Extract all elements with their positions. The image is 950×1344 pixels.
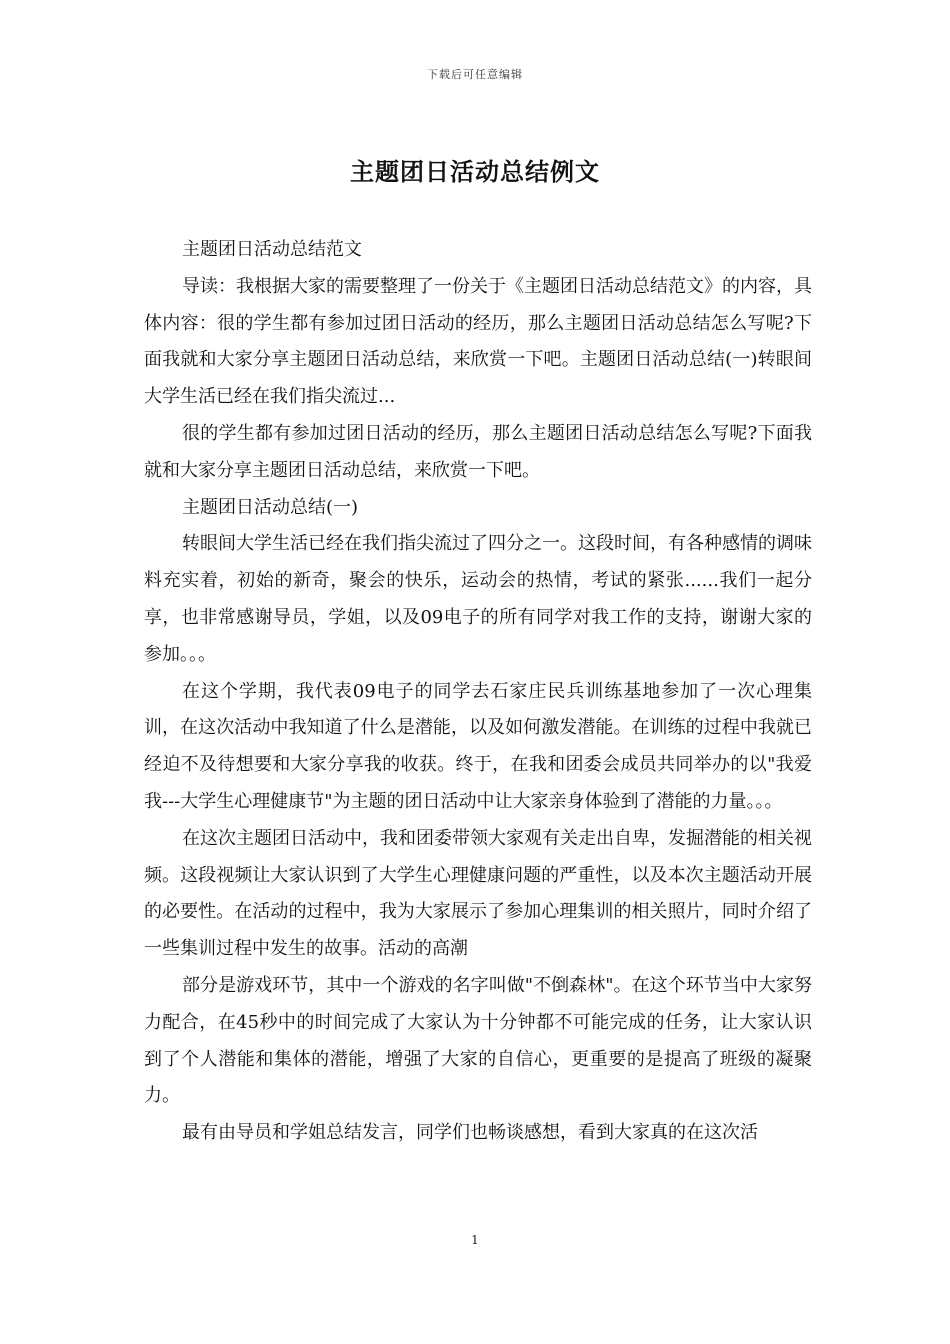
paragraph: 导读：我根据大家的需要整理了一份关于《主题团日活动总结范文》的内容，具体内容：很的学生都有参加过团日活动的经历，那么主题团日活动总结怎么写呢?下面我就和大家分享主题团日活动总结，来欣赏一下吧。主题团日活动总结(一)转眼间大学生活已经在我们指尖流过... (144, 275, 812, 408)
paragraph: 最有由导员和学姐总结发言，同学们也畅谈感想，看到大家真的在这次活 (182, 1122, 758, 1144)
page-number: 1 (471, 1233, 479, 1247)
paragraph: 很的学生都有参加过团日活动的经历，那么主题团日活动总结怎么写呢?下面我就和大家分享主题团日活动总结，来欣赏一下吧。 (144, 422, 812, 481)
paragraph: 在这个学期，我代表09电子的同学去石家庄民兵训练基地参加了一次心理集训，在这次活动中我知道了什么是潜能，以及如何激发潜能。在训练的过程中我就已经迫不及待想要和大家分享我的收获。终于，在我和团委会成员共同举办的以"我爱我---大学生心理健康节"为主题的团日活动中让大家亲身体验到了潜能的力量。。。 (144, 680, 812, 812)
paragraph: 在这次主题团日活动中，我和团委带领大家观有关走出自卑，发掘潜能的相关视频。这段视频让大家认识到了大学生心理健康问题的严重性，以及本次主题活动开展的必要性。在活动的过程中，我为大家展示了参加心理集训的相关照片，同时介绍了一些集训过程中发生的故事。活动的高潮 (144, 827, 812, 960)
document-body (144, 232, 812, 1152)
header-note: 下载后可任意编辑 (427, 68, 523, 81)
paragraph: 部分是游戏环节，其中一个游戏的名字叫做"不倒森林"。在这个环节当中大家努力配合，在45秒中的时间完成了大家认为十分钟都不可能完成的任务，让大家认识到了个人潜能和集体的潜能，增强了大家的自信心，更重要的是提高了班级的凝聚力。 (144, 974, 812, 1107)
paragraph: 主题团日活动总结(一) (182, 496, 359, 518)
paragraph: 主题团日活动总结范文 (182, 239, 362, 260)
document-title: 主题团日活动总结例文 (350, 157, 600, 186)
paragraph: 转眼间大学生活已经在我们指尖流过了四分之一。这段时间，有各种感情的调味料充实着，初始的新奇，聚会的快乐，运动会的热情，考试的紧张......我们一起分享，也非常感谢导员，学姐，以及09电子的所有同学对我工作的支持，谢谢大家的参加。。。 (144, 533, 812, 665)
